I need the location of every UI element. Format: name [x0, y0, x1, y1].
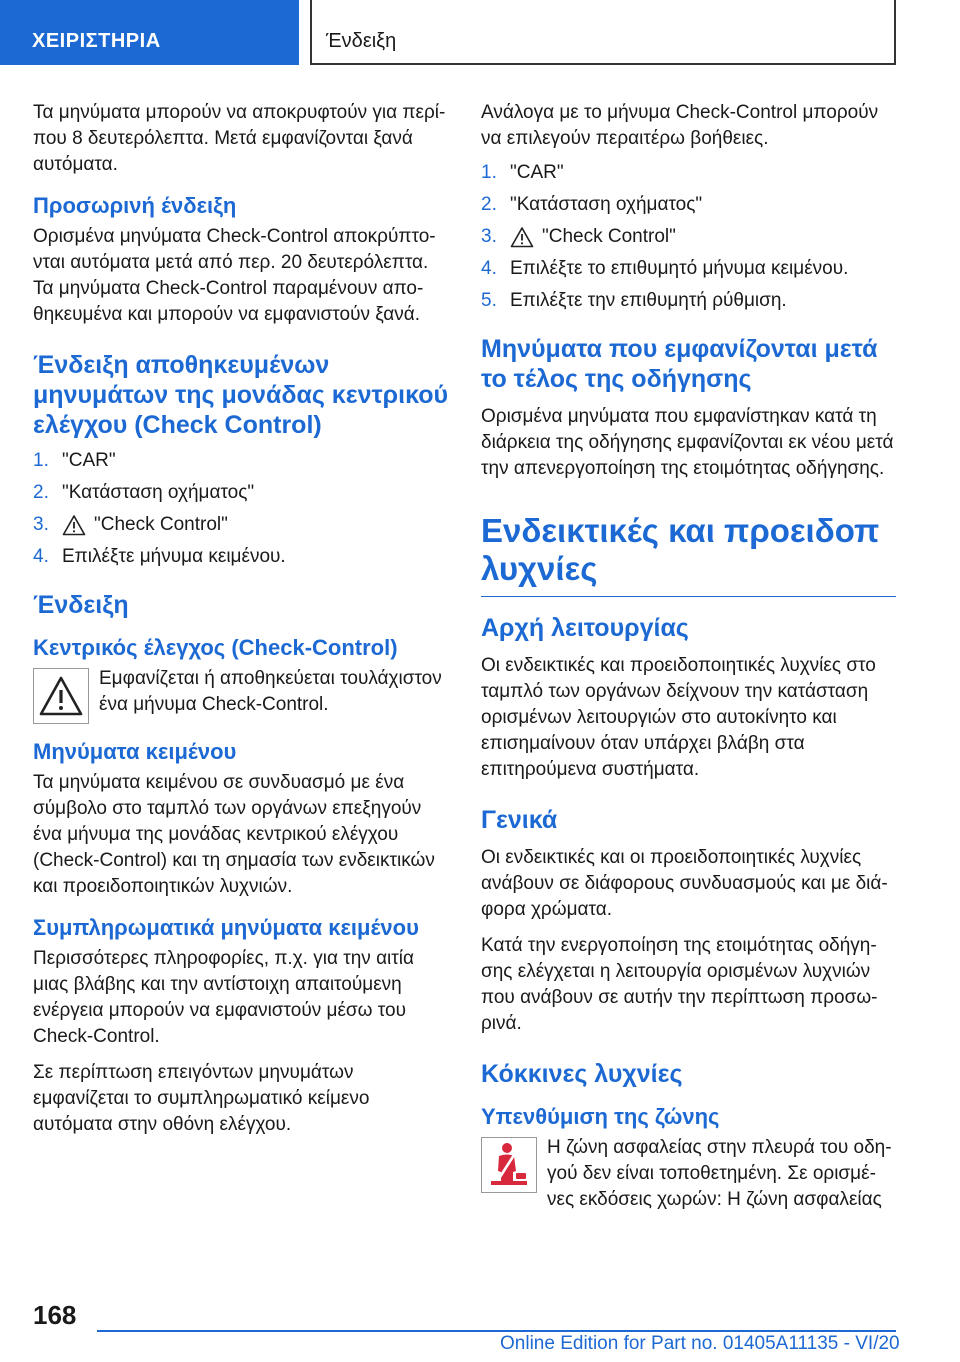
warning-triangle-icon — [62, 514, 86, 536]
temporary-display-paragraph: Ορισμένα μηνύματα Check-Control αποκρύπτονται αυτόματα μετά από περ. 20 δευτερόλεπτα. Τα μηνύματα Check-Control παραμένουν αποθηκευμένα και μπορούν να εμφανιστούν ξανά. — [33, 226, 436, 325]
after-driving-paragraph: Ορισμένα μηνύματα που εμφανίστηκαν κατά τη διάρκεια της οδήγησης εμφανίζονται εκ νέου μετά την απενεργοποίηση της ετοιμότητας οδήγησης. — [481, 406, 894, 479]
step-number: 3. — [481, 226, 497, 247]
list-item — [481, 194, 896, 216]
list-item — [33, 450, 453, 472]
seatbelt-icon-box — [481, 1137, 537, 1193]
step-number: 2. — [481, 194, 497, 215]
step-text: "CAR" — [62, 450, 116, 471]
step-text: Επιλέξτε την επιθυμητή ρύθμιση. — [510, 290, 787, 311]
principle-paragraph: Οι ενδεικτικές και προειδοποιητικές λυχνίες στο ταμπλό των οργάνων δείχνουν την κατάσταση ορισμένων λειτουργιών στο αυτοκίνητο και επισημαίνουν όταν υπάρχει βλάβη στα επιτηρούμενα συστήματα. — [481, 655, 876, 780]
help-steps — [481, 162, 896, 312]
heading-red-lamps: Κόκκινες λυχνίες — [481, 1060, 683, 1088]
list-item — [33, 514, 453, 536]
step-text: "Check Control" — [94, 514, 228, 535]
step-text: Επιλέξτε μήνυμα κειμένου. — [62, 546, 286, 567]
general-paragraph-2: Κατά την ενεργοποίηση της ετοιμότητας οδήγησης ελέγχεται η λειτουργία ορισμένων λυχνιών που ανάβουν σε αυτήν την περίπτωση προσωρινά. — [481, 935, 878, 1034]
left-column — [33, 100, 453, 1148]
header-section-tab — [0, 0, 299, 65]
header-topic-label: Ένδειξη — [326, 30, 397, 52]
list-item — [481, 162, 896, 184]
step-number: 1. — [33, 450, 49, 471]
warning-triangle-icon — [38, 675, 84, 717]
seatbelt-reminder-icon — [487, 1141, 531, 1189]
step-text: "Κατάσταση οχήματος" — [62, 482, 255, 503]
list-item — [481, 290, 896, 312]
header-topic-box — [310, 0, 896, 65]
step-number: 2. — [33, 482, 49, 503]
right-column — [481, 100, 896, 1223]
seatbelt-paragraph: Η ζώνη ασφαλείας στην πλευρά του οδηγού δεν είναι τοποθετημένη. Σε ορισμένες εκδόσεις χωρών: Η ζώνη ασφαλείας — [547, 1137, 892, 1210]
step-text: Επιλέξτε το επιθυμητό μήνυμα κειμένου. — [510, 258, 849, 279]
heading-general: Γενικά — [481, 806, 558, 834]
heading-temporary-display: Προσωρινή ένδειξη — [33, 193, 237, 218]
header-section-label: ΧΕΙΡΙΣΤΗΡΙΑ — [32, 30, 161, 52]
text-messages-paragraph: Τα μηνύματα κειμένου σε συνδυασμό με ένα σύμβολο στο ταμπλό των οργάνων επεξηγούν ένα μήνυμα της μονάδας κεντρικού ελέγχου (Check-Control) και τη σημασία των ενδεικτικών και προειδοποιητικών λυχνιών. — [33, 772, 435, 897]
heading-principle: Αρχή λειτουργίας — [481, 614, 689, 642]
check-control-paragraph: Εμφανίζεται ή αποθηκεύεται τουλάχιστον ένα μήνυμα Check-Control. — [99, 668, 442, 715]
extra-messages-paragraph-1: Περισσότερες πληροφορίες, π.χ. για την αιτία μιας βλάβης και την αντίστοιχη απαιτούμενη ενέργεια μπορούν να εμφανιστούν μέσω του Check-Control. — [33, 948, 414, 1047]
heading-text-messages: Μηνύματα κειμένου — [33, 739, 237, 764]
step-number: 3. — [33, 514, 49, 535]
list-item — [481, 226, 896, 248]
heading-seatbelt-reminder: Υπενθύμιση της ζώνης — [481, 1104, 720, 1129]
check-control-note — [33, 666, 453, 724]
step-number: 4. — [33, 546, 49, 567]
step-number: 4. — [481, 258, 497, 279]
list-item — [33, 482, 453, 504]
step-number: 5. — [481, 290, 497, 311]
page-number: 168 — [33, 1300, 77, 1330]
warning-triangle-icon — [510, 226, 534, 248]
heading-extra-messages: Συμπληρωματικά μηνύματα κειμένου — [33, 915, 419, 940]
chapter-title: Ενδεικτικές και προειδοπ λυχνίες — [481, 512, 896, 597]
help-paragraph: Ανάλογα με το μήνυμα Check-Control μπορούν να επιλεγούν περαιτέρω βοήθειες. — [481, 102, 879, 149]
step-text: "Check Control" — [542, 226, 676, 247]
heading-display: Ένδειξη — [33, 591, 129, 619]
stored-messages-steps — [33, 450, 453, 568]
footer-edition: Online Edition for Part no. 01405A11135 - VI/20 — [500, 1333, 900, 1354]
step-number: 1. — [481, 162, 497, 183]
warning-icon-box — [33, 668, 89, 724]
general-paragraph-1: Οι ενδεικτικές και οι προειδοποιητικές λυχνίες ανάβουν σε διάφορους συνδυασμούς και με διάφορα χρώματα. — [481, 847, 888, 920]
heading-after-driving: Μηνύματα που εμφανίζονται μετά το τέλος της οδήγησης — [481, 335, 878, 393]
seatbelt-note — [481, 1135, 896, 1213]
heading-stored-messages: Ένδειξη αποθηκευμένων μηνυμάτων της μονάδας κεντρικού ελέγχου (Check Control) — [33, 351, 449, 439]
list-item — [481, 258, 896, 280]
list-item — [33, 546, 453, 568]
heading-check-control: Κεντρικός έλεγχος (Check-Control) — [33, 635, 398, 660]
extra-messages-paragraph-2: Σε περίπτωση επειγόντων μηνυμάτων εμφανίζεται το συμπληρωματικό κείμενο αυτόματα στην οθόνη ελέγχου. — [33, 1062, 370, 1135]
step-text: "Κατάσταση οχήματος" — [510, 194, 703, 215]
intro-paragraph: Τα μηνύματα μπορούν να αποκρυφτούν για περίπου 8 δευτερόλεπτα. Μετά εμφανίζονται ξανά αυτόματα. — [33, 102, 446, 175]
step-text: "CAR" — [510, 162, 564, 183]
footer-divider — [97, 1330, 896, 1332]
